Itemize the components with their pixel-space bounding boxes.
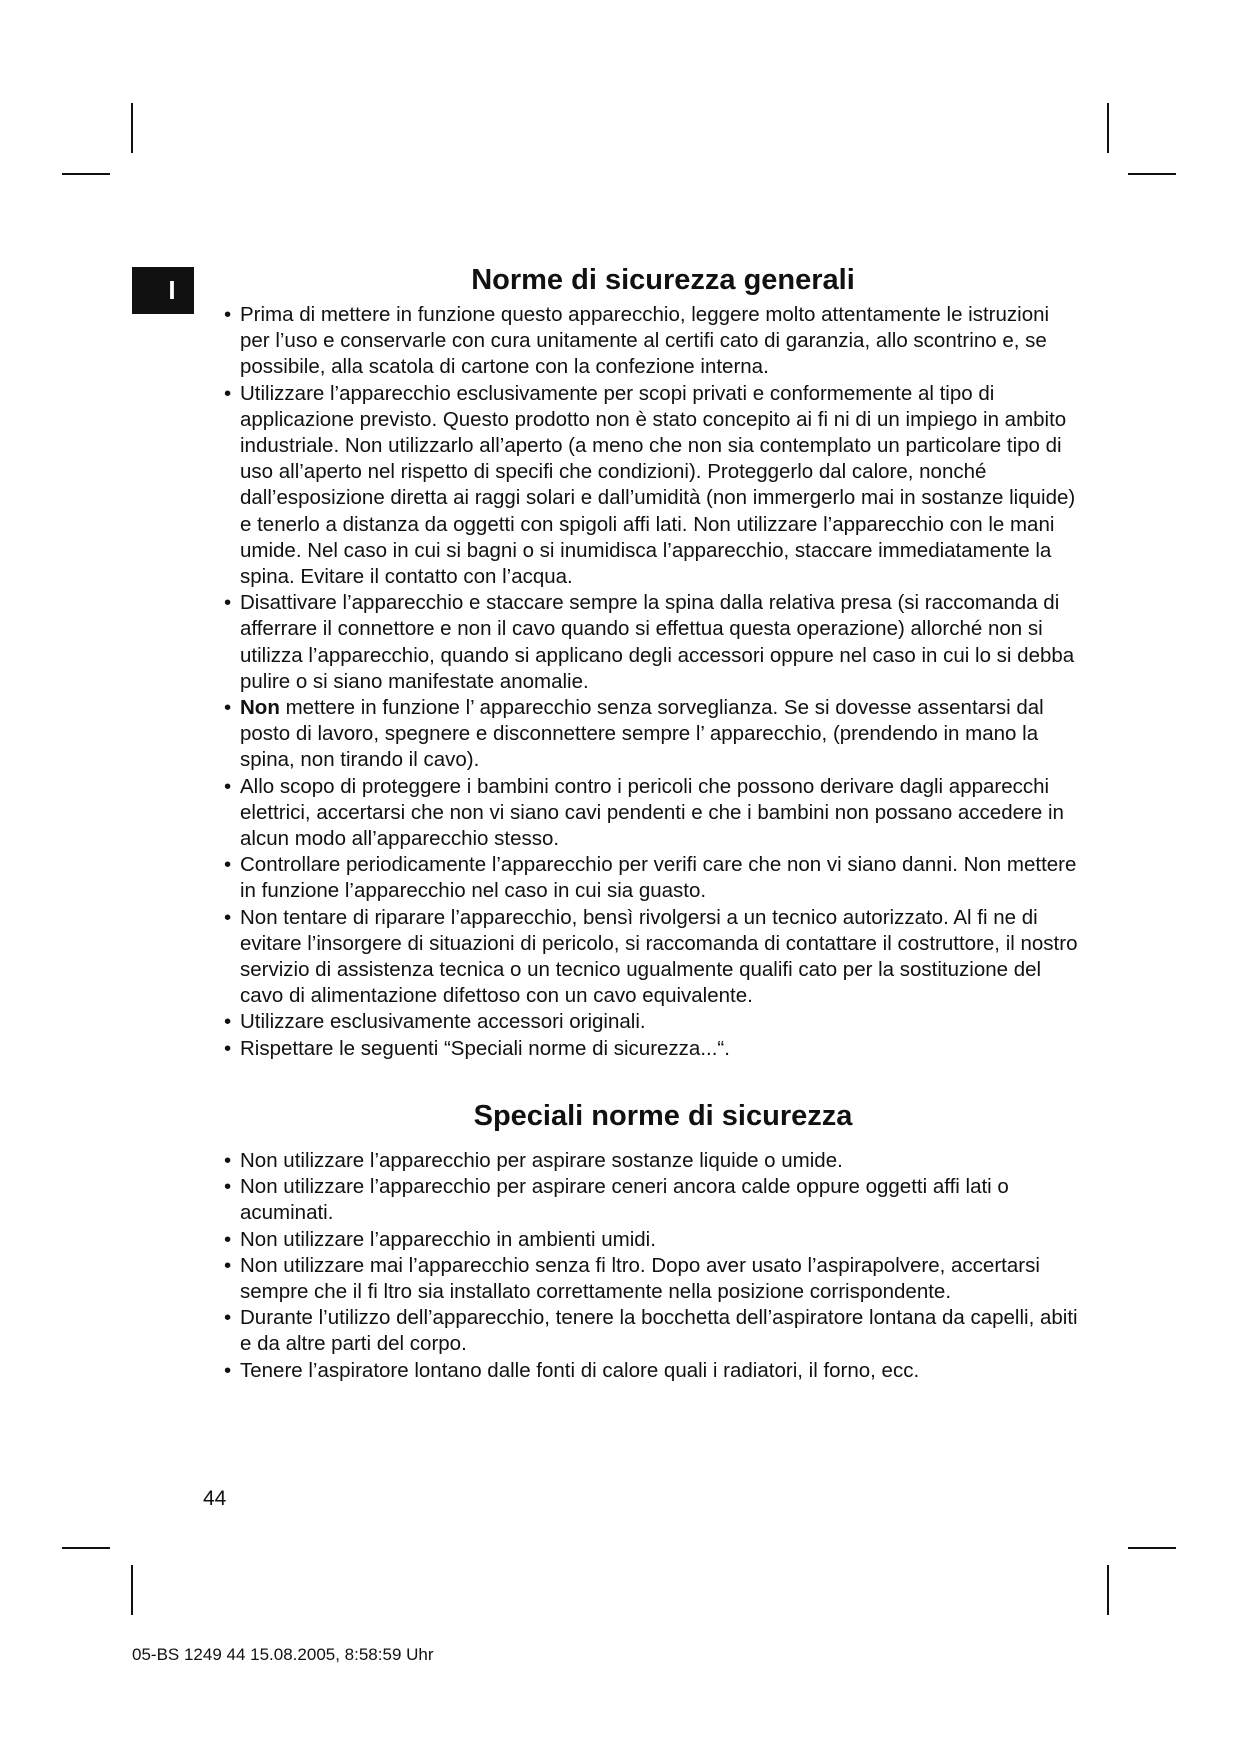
bullet-icon: •	[224, 853, 232, 877]
bullet-icon: •	[224, 1253, 232, 1277]
special-safety-list	[203, 1148, 1083, 1384]
bullet-icon: •	[224, 1175, 232, 1199]
list-item: • Utilizzare esclusivamente accessori originali.	[203, 1009, 1083, 1035]
list-item: • Controllare periodicamente l’apparecchio per verifi care che non vi siano danni. Non mettere in funzione l’apparecchio nel caso in cui sia guasto.	[224, 853, 1077, 903]
list-item: • Non utilizzare l’apparecchio in ambienti umidi.	[203, 1227, 1083, 1253]
list-item: • Non utilizzare l’apparecchio per aspirare ceneri ancora calde oppure oggetti affi lati o acuminati.	[224, 1175, 1009, 1225]
list-item: • Allo scopo di proteggere i bambini contro i pericoli che possono derivare dagli apparecchi elettrici, accertarsi che non vi siano cavi pendenti e che i bambini non possano accedere in alcun modo all’apparecchio stesso.	[224, 774, 1064, 851]
crop-mark	[1128, 1547, 1176, 1549]
list-item: • Disattivare l’apparecchio e staccare sempre la spina dalla relativa presa (si raccomanda di afferrare il connettore e non il cavo quando si effettua questa operazione) allorché non si utilizza l’apparecchio, quando si applicano degli accessori oppure nel caso in cui lo si debba pulire o si siano manifestate anomalie.	[224, 591, 1075, 693]
crop-mark	[131, 1565, 133, 1615]
list-item: • Rispettare le seguenti “Speciali norme di sicurezza...“.	[203, 1036, 1083, 1062]
list-item: • Utilizzare l’apparecchio esclusivamente per scopi privati e conformemente al tipo di applicazione previsto. Questo prodotto non è stato concepito ai fi ni di un impiego in ambito industriale. Non utilizzarlo all’aperto (a meno che non sia contemplato un particolare tipo di uso all’aperto nel rispetto di specifi che condizioni). Proteggerlo dal calore, nonché dall’esposizione diretta ai raggi solari e dall’umidità (non immergerlo mai in sostanze liquide) e tenerlo a distanza da oggetti con spigoli affi lati. Non utilizzare l’apparecchio con le mani umide. Nel caso in cui si bagni o si inumidisca l’apparecchio, staccare immediatamente la spina. Evitare il contatto con l’acqua.	[224, 381, 1076, 589]
bullet-icon: •	[224, 1227, 232, 1251]
crop-mark	[62, 1547, 110, 1549]
bullet-icon: •	[224, 774, 232, 798]
bullet-icon: •	[224, 1010, 232, 1034]
bullet-icon: •	[224, 696, 232, 720]
crop-mark	[1128, 173, 1176, 175]
crop-mark	[62, 173, 110, 175]
list-item: • Non utilizzare mai l’apparecchio senza fi ltro. Dopo aver usato l’aspirapolvere, accertarsi sempre che il fi ltro sia installato correttamente nella posizione corrispondente.	[224, 1253, 1040, 1303]
section-title-special: Speciali norme di sicurezza	[473, 1099, 853, 1132]
list-item: • Non tentare di riparare l’apparecchio, bensì rivolgersi a un tecnico autorizzato. Al fi ne di evitare l’insorgere di situazioni di pericolo, si raccomanda di contattare il costruttore, il nostro servizio di assistenza tecnica o un tecnico ugualmente qualifi cato per la sostituzione del cavo di alimentazione difettoso con un cavo equivalente.	[224, 905, 1078, 1008]
section-title-general: Norme di sicurezza generali	[471, 264, 855, 296]
general-safety-list	[203, 302, 1083, 1062]
bullet-icon: •	[224, 1036, 232, 1060]
page-number: 44	[203, 1487, 227, 1510]
list-item: • Tenere l’aspiratore lontano dalle fonti di calore quali i radiatori, il forno, ecc.	[203, 1358, 1083, 1384]
list-item: • Non mettere in funzione l’ apparecchio senza sorveglianza. Se si dovesse assentarsi dal posto di lavoro, spegnere e disconnettere sempre l’ apparecchio, (prendendo in mano la spina, non tirando il cavo).	[224, 696, 1044, 772]
bullet-icon: •	[224, 905, 232, 929]
page-content	[203, 258, 1083, 1384]
bold-lead: Non	[240, 696, 280, 720]
list-item: • Non utilizzare l’apparecchio per aspirare sostanze liquide o umide.	[203, 1148, 1083, 1174]
bullet-icon: •	[224, 381, 232, 405]
print-footer: 05-BS 1249 44 15.08.2005, 8:58:59 Uhr	[132, 1645, 434, 1664]
bullet-icon: •	[224, 1358, 232, 1382]
list-item: • Durante l’utilizzo dell’apparecchio, tenere la bocchetta dell’aspiratore lontana da capelli, abiti e da altre parti del corpo.	[224, 1306, 1078, 1356]
bullet-icon: •	[224, 1306, 232, 1330]
bullet-icon: •	[224, 591, 232, 615]
language-tab: I	[132, 267, 194, 314]
crop-mark	[1107, 1565, 1109, 1615]
list-item: • Prima di mettere in funzione questo apparecchio, leggere molto attentamente le istruzioni per l’uso e conservarle con cura unitamente al certifi cato di garanzia, allo scontrino e, se possibile, alla scatola di cartone con la confezione interna.	[224, 303, 1050, 379]
crop-mark	[1107, 103, 1109, 153]
bullet-icon: •	[224, 303, 232, 326]
bullet-icon: •	[224, 1148, 232, 1172]
crop-mark	[131, 103, 133, 153]
